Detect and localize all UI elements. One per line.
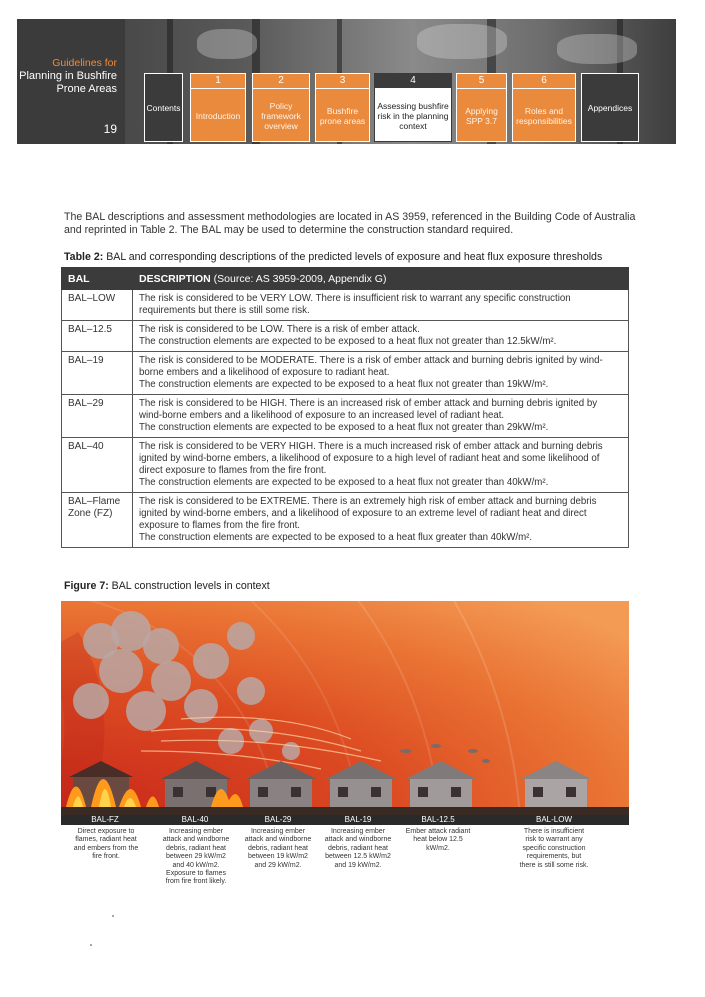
tab-number: 3: [316, 74, 369, 89]
tab-number: 4: [375, 74, 451, 89]
tab-policy-framework[interactable]: [252, 73, 310, 142]
col-header-description: [133, 268, 629, 290]
table-row: [62, 438, 629, 493]
bal-level-label: BAL-40: [181, 815, 209, 824]
table-caption: [64, 251, 644, 263]
bal-code: BAL–29: [62, 395, 133, 438]
description-line: The risk is considered to be VERY HIGH. There is a much increased risk of ember attack and burning debris ignited by wind-borne embers, a likelihood of exposure to a high level of radiant heat and some likelihood of direct exposure to flames from the fire front.: [139, 441, 603, 476]
bal-level-description: Increasing ember attack and windborne debris, radiant heat between 29 kW/m2 and 40 kW/m2. Exposure to flames from fire front likely.: [162, 828, 230, 886]
bal-level-label: BAL-19: [344, 815, 372, 824]
tab-label: Assessing bushfire risk in the planning context: [377, 101, 449, 131]
tab-label: Appendices: [587, 102, 633, 113]
document-title: Planning in Bushfire Prone Areas: [19, 70, 117, 95]
bal-description: [133, 438, 629, 493]
table-row: [62, 321, 629, 352]
bal-code: BAL–40: [62, 438, 133, 493]
description-line: The risk is considered to be MODERATE. There is a risk of ember attack and burning debris ignited by wind-borne embers and a likelihood of exposure to radiant heat.: [139, 355, 603, 378]
bal-figure: [61, 601, 629, 817]
table-caption-text: BAL and corresponding descriptions of the predicted levels of exposure and heat flux exposure thresholds: [103, 251, 603, 263]
bal-level-label: BAL-29: [264, 815, 292, 824]
tab-introduction[interactable]: [190, 73, 246, 142]
bal-level-description: Increasing ember attack and windborne debris, radiant heat between 12.5 kW/m2 and 19 kW/m2.: [324, 828, 392, 869]
description-line: The construction elements are expected to be exposed to a heat flux greater than 40kW/m².: [139, 532, 533, 543]
figure-caption-number: Figure 7:: [64, 580, 109, 592]
bal-level-label: BAL-LOW: [535, 815, 572, 824]
tab-contents[interactable]: [144, 73, 183, 142]
tab-appendices[interactable]: [581, 73, 639, 142]
tab-number: 5: [457, 74, 506, 89]
tab-number: 1: [191, 74, 245, 89]
header-photo-foliage: [557, 34, 637, 64]
bal-level-description: Increasing ember attack and windborne debris, radiant heat between 19 kW/m2 and 29 kW/m2.: [244, 828, 312, 869]
bal-code: BAL–Flame Zone (FZ): [62, 493, 133, 548]
table-row: [62, 290, 629, 321]
guidelines-for-label: Guidelines for: [52, 57, 117, 69]
col-header-bal: BAL: [62, 268, 133, 290]
table-caption-number: Table 2:: [64, 251, 104, 263]
figure-caption-text: BAL construction levels in context: [108, 580, 270, 592]
table-row: [62, 493, 629, 548]
bal-code: BAL–19: [62, 352, 133, 395]
bal-code: BAL–LOW: [62, 290, 133, 321]
bal-table: [61, 267, 629, 548]
header-photo-foliage: [417, 24, 507, 59]
bal-code: BAL–12.5: [62, 321, 133, 352]
table-row: [62, 395, 629, 438]
bal-level-description: There is insufficient risk to warrant any specific construction requirements, but there is still some risk.: [519, 828, 589, 869]
intro-paragraph: The BAL descriptions and assessment methodologies are located in AS 3959, referenced in the Building Code of Australia and reprinted in Table 2. The BAL may be used to determine the construction standard required.: [64, 211, 636, 236]
description-line: The construction elements are expected to be exposed to a heat flux not greater than 12.5kW/m².: [139, 336, 557, 347]
tab-number: 6: [513, 74, 575, 89]
table-header-row: [62, 268, 629, 290]
bal-description: [133, 352, 629, 395]
bal-description: [133, 321, 629, 352]
description-line: The risk is considered to be VERY LOW. There is insufficient risk to warrant any specific construction requirements but there is still some risk.: [139, 293, 571, 316]
description-line: The construction elements are expected to be exposed to a heat flux not greater than 40kW/m².: [139, 477, 549, 488]
tab-roles-responsibilities[interactable]: [512, 73, 576, 142]
page-number: 19: [103, 122, 117, 136]
table-row: [62, 352, 629, 395]
figure-caption: [64, 580, 270, 592]
description-line: The risk is considered to be LOW. There is a risk of ember attack.: [139, 324, 420, 335]
header-photo-foliage: [197, 29, 257, 59]
col-header-source: (Source: AS 3959-2009, Appendix G): [210, 272, 387, 285]
description-line: The risk is considered to be EXTREME. There is an extremely high risk of ember attack and burning debris ignited by wind-borne embers, and a likelihood of exposure to an extreme level of radiant heat and direct exposure to flames from the fire front.: [139, 496, 597, 531]
tab-label: Contents: [146, 102, 181, 113]
page-header: [17, 19, 676, 144]
bal-figure-illustration: [61, 601, 629, 817]
bal-description: [133, 290, 629, 321]
description-line: The construction elements are expected to be exposed to a heat flux not greater than 29kW/m².: [139, 422, 549, 433]
tab-label: Introduction: [195, 111, 241, 121]
bal-level-description: Direct exposure to flames, radiant heat and embers from the fire front.: [73, 828, 139, 861]
bal-level-label: BAL-12.5: [421, 815, 455, 824]
tab-bushfire-prone-areas[interactable]: [315, 73, 370, 142]
description-line: The construction elements are expected to be exposed to a heat flux not greater than 19kW/m².: [139, 379, 549, 390]
description-line: The risk is considered to be HIGH. There is an increased risk of ember attack and burning debris ignited by wind-borne embers and a likelihood of exposure to an increased level of radiant heat.: [139, 398, 598, 421]
scan-speck: [90, 944, 92, 946]
tab-applying-spp[interactable]: [456, 73, 507, 142]
scan-speck: [112, 915, 114, 917]
bal-level-description: Ember attack radiant heat below 12.5 kW/m2.: [405, 828, 471, 852]
bal-level-label: BAL-FZ: [91, 815, 119, 824]
col-header-description-label: DESCRIPTION: [139, 272, 211, 285]
tab-label: Applying SPP 3.7: [465, 106, 498, 126]
tab-number: 2: [253, 74, 309, 89]
bal-description: [133, 395, 629, 438]
tab-label: Bushfire prone areas: [319, 106, 366, 126]
tab-assessing-bushfire-risk[interactable]: [374, 73, 452, 142]
bal-description: [133, 493, 629, 548]
tab-label: Roles and responsibilities: [516, 106, 572, 126]
tab-label: Policy framework overview: [261, 101, 301, 131]
brand-block: [17, 19, 125, 144]
